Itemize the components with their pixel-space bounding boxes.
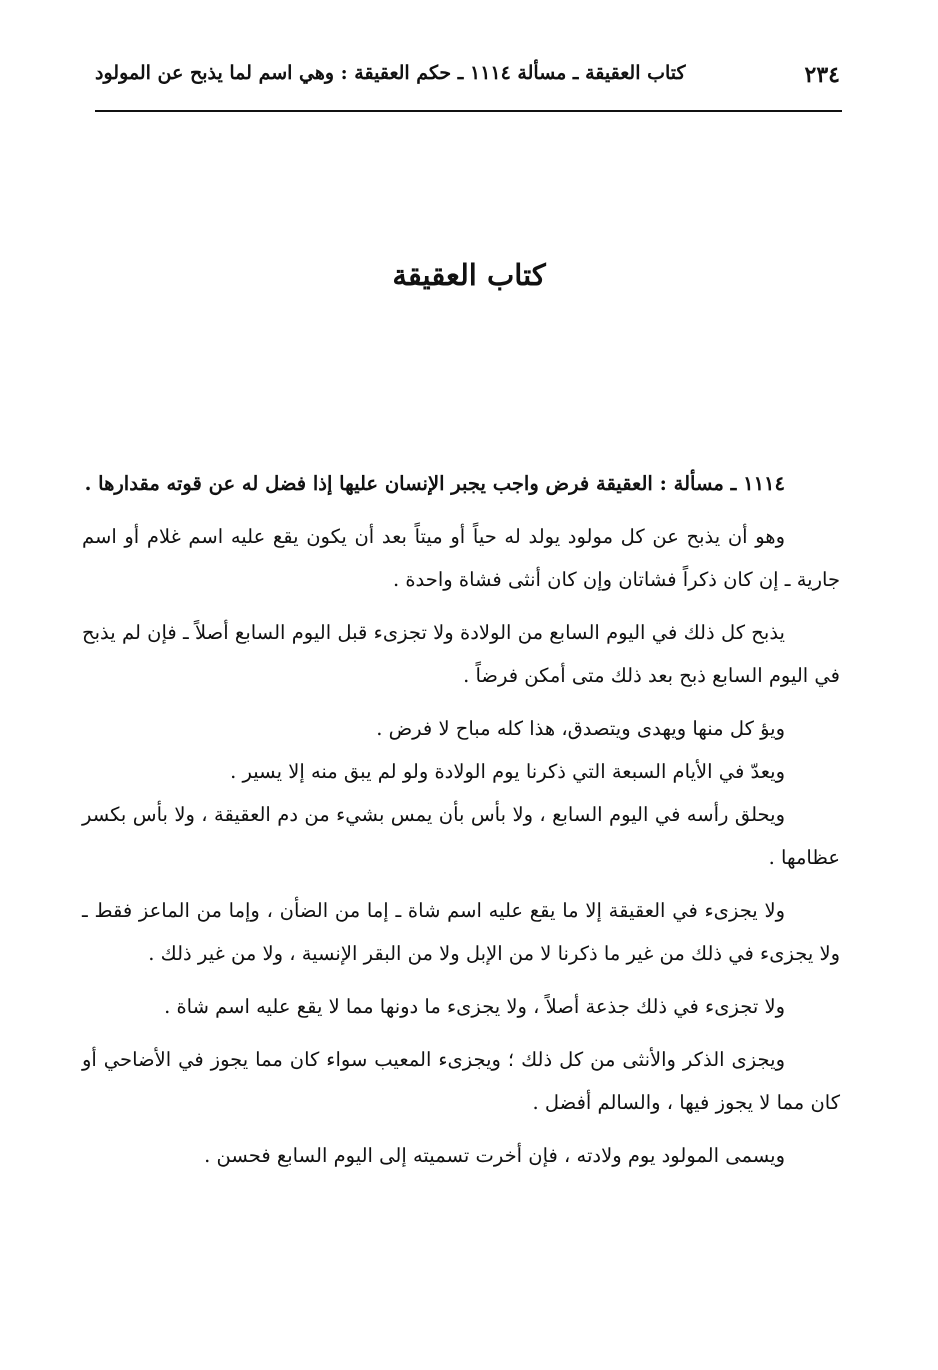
issue-paragraph — [82, 462, 840, 505]
header-rule — [95, 110, 842, 112]
paragraph-2: يذبح كل ذلك في اليوم السابع من الولادة ولا تجزىء قبل اليوم السابع أصلاً ـ فإن لم يذبح في اليوم السابع ذبح بعد ذلك متى أمكن فرضاً . — [82, 621, 840, 687]
paragraph-5: ويحلق رأسه في اليوم السابع ، ولا بأس بأن يمس بشيء من دم العقيقة ، ولا بأس بكسر عظامها . — [82, 803, 840, 869]
paragraph-6: ولا يجزىء في العقيقة إلا ما يقع عليه اسم شاة ـ إما من الضأن ، وإما من الماعز فقط ـ ولا يجزىء في ذلك من غير ما ذكرنا لا من الإبل ولا من البقر الإنسية ، ولا من غير ذلك . — [82, 899, 840, 965]
paragraph-3: ويؤ كل منها ويهدى ويتصدق، هذا كله مباح لا فرض . — [376, 717, 785, 740]
book-title: كتاب العقيقة — [392, 258, 546, 292]
running-head: كتاب العقيقة ـ مسألة ١١١٤ ـ حكم العقيقة : وهي اسم لما يذبح عن المولود — [95, 62, 686, 84]
page-header — [95, 58, 840, 98]
issue-number: ١١١٤ ـ مسألة : — [659, 472, 785, 495]
paragraph-4: ويعدّ في الأيام السبعة التي ذكرنا يوم الولادة ولو لم يبق منه إلا يسير . — [230, 760, 785, 783]
body-text — [82, 462, 840, 1187]
paragraph-1: وهو أن يذبح عن كل مولود يولد له حياً أو ميتاً بعد أن يكون يقع عليه اسم غلام أو اسم جارية ـ إن كان ذكراً فشاتان وإن كان أنثى فشاة واحدة . — [82, 525, 840, 591]
paragraph-9: ويسمى المولود يوم ولادته ، فإن أخرت تسميته إلى اليوم السابع فحسن . — [204, 1144, 785, 1167]
issue-text: العقيقة فرض واجب يجبر الإنسان عليها إذا فضل له عن قوته مقدارها . — [84, 472, 653, 495]
paragraph-7: ولا تجزىء في ذلك جذعة أصلاً ، ولا يجزىء ما دونها مما لا يقع عليه اسم شاة . — [164, 995, 785, 1018]
page-number: ٢٣٤ — [804, 62, 840, 88]
paragraph-8: ويجزى الذكر والأنثى من كل ذلك ؛ ويجزىء المعيب سواء كان مما يجوز في الأضاحي أو كان مما لا يجوز فيها ، والسالم أفضل . — [82, 1048, 840, 1114]
